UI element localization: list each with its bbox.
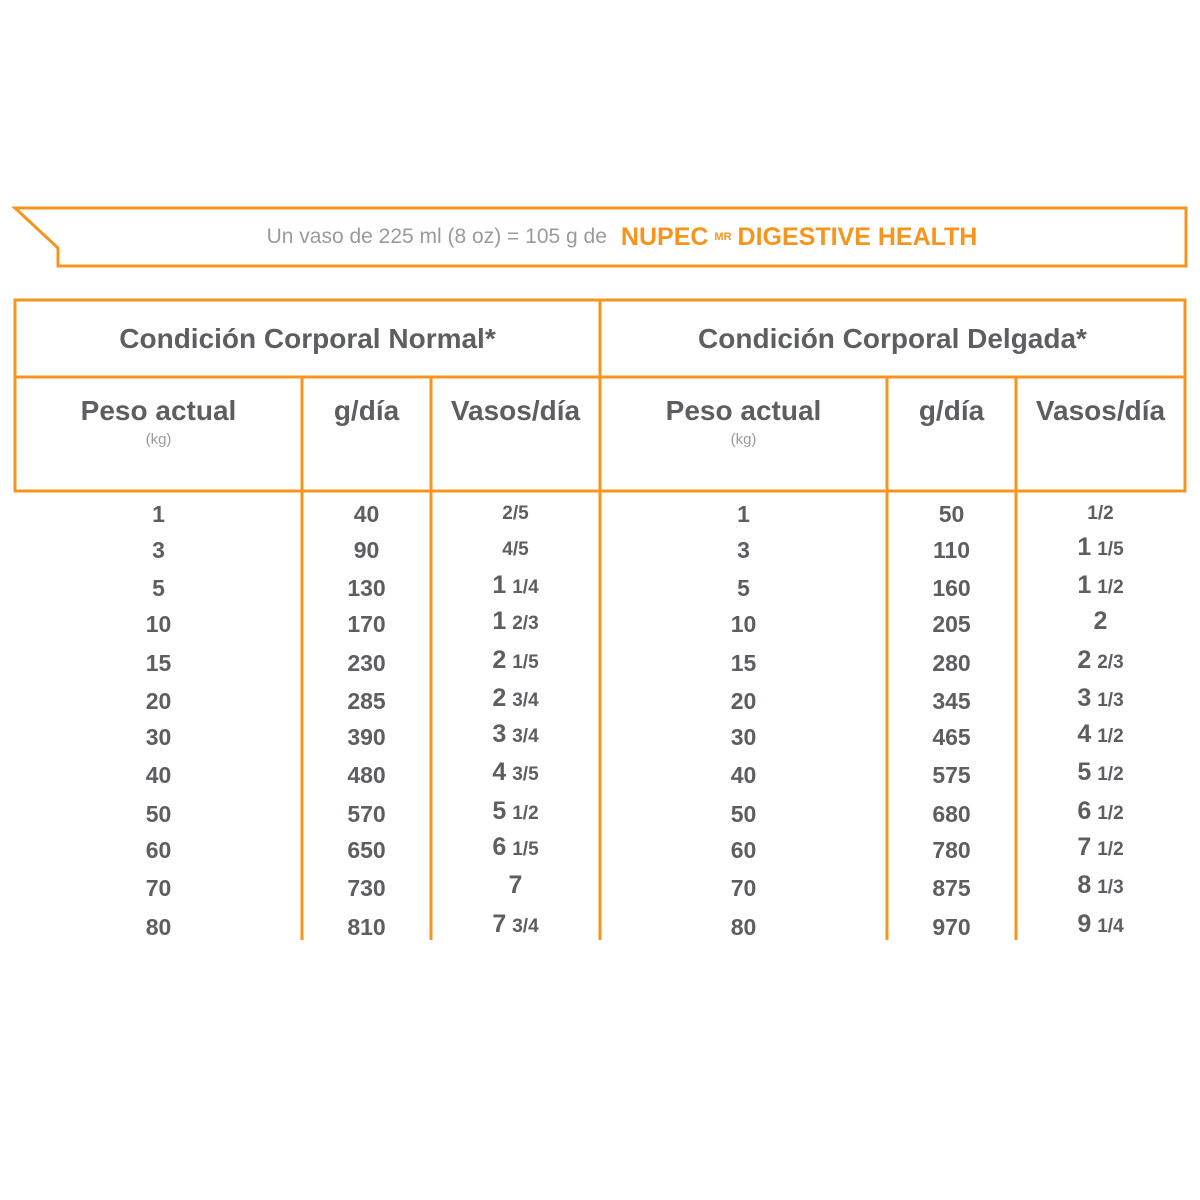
cups-whole: 2 — [492, 684, 507, 712]
cups-fraction: 1/5 — [512, 839, 539, 860]
header-grams: g/día — [918, 395, 985, 426]
cell-cups — [431, 754, 600, 790]
cell-cups — [431, 829, 600, 865]
header-weight-label: Peso actual — [665, 395, 822, 426]
cell-cups — [431, 642, 600, 678]
cups-fraction: 1/2 — [1097, 803, 1124, 824]
cups-fraction: 3/5 — [512, 764, 539, 785]
cell-grams: 345 — [932, 688, 971, 714]
cups-fraction: 1/2 — [1097, 764, 1124, 785]
cups-whole: 2 — [492, 646, 507, 674]
cups-fraction: 4/5 — [502, 539, 529, 560]
header-weight-unit: (kg) — [145, 431, 172, 448]
cups-whole: 5 — [1077, 758, 1092, 786]
cell-weight: 40 — [730, 762, 757, 788]
cell-grams: 130 — [347, 575, 386, 601]
cell-weight: 20 — [730, 688, 757, 714]
cell-grams: 90 — [353, 537, 380, 563]
cell-cups — [1016, 716, 1185, 752]
cups-fraction: 1/5 — [512, 652, 539, 673]
serving-text: Un vaso de 225 ml (8 oz) = 105 g de — [266, 225, 607, 248]
cell-weight: 15 — [145, 650, 172, 676]
cups-fraction: 1/2 — [1097, 577, 1124, 598]
cell-weight: 3 — [152, 537, 165, 563]
cell-weight: 5 — [737, 575, 750, 601]
cell-grams: 40 — [353, 501, 380, 527]
cups-whole: 5 — [492, 797, 507, 825]
cell-weight: 70 — [730, 875, 757, 901]
header-cups: Vasos/día — [1035, 395, 1166, 426]
header-weight-unit: (kg) — [730, 431, 757, 448]
brand-mark: MR — [714, 231, 732, 243]
cell-weight: 30 — [145, 724, 172, 750]
cell-grams: 160 — [932, 575, 971, 601]
table-title: Condición Corporal Delgada* — [698, 322, 1087, 354]
cell-cups — [431, 867, 600, 903]
cell-grams: 730 — [347, 875, 386, 901]
cell-cups — [431, 716, 600, 752]
brand-name: NUPEC — [620, 222, 709, 251]
cell-weight: 10 — [145, 611, 172, 637]
cell-weight: 50 — [730, 801, 757, 827]
cell-cups — [1016, 603, 1185, 639]
cups-fraction: 3/4 — [512, 916, 539, 937]
cell-weight: 80 — [730, 914, 757, 940]
cell-grams: 205 — [932, 611, 971, 637]
cups-fraction: 1/5 — [1097, 539, 1124, 560]
cell-weight: 70 — [145, 875, 172, 901]
cups-whole: 7 — [1077, 833, 1092, 861]
cups-whole: 1 — [1077, 533, 1092, 561]
cell-cups — [431, 567, 600, 603]
cell-grams: 875 — [932, 875, 971, 901]
cell-weight: 60 — [730, 837, 757, 863]
cups-fraction: 1/2 — [512, 803, 539, 824]
cell-cups — [431, 906, 600, 942]
header-weight-label: Peso actual — [80, 395, 237, 426]
cups-whole: 1 — [492, 571, 507, 599]
header-weight — [15, 395, 302, 448]
cups-fraction: 1/2 — [1097, 726, 1124, 747]
cups-whole: 1 — [492, 607, 507, 635]
cell-cups — [1016, 680, 1185, 716]
cell-grams: 680 — [932, 801, 971, 827]
cups-whole: 2 — [1077, 646, 1092, 674]
cups-fraction: 3/4 — [512, 726, 539, 747]
cell-grams: 170 — [347, 611, 386, 637]
cups-whole: 2 — [1093, 607, 1108, 635]
cell-weight: 60 — [145, 837, 172, 863]
cups-fraction: 1/4 — [512, 577, 539, 598]
cell-grams: 230 — [347, 650, 386, 676]
cups-whole: 4 — [492, 758, 507, 786]
cell-cups — [1016, 867, 1185, 903]
cell-grams: 810 — [347, 914, 386, 940]
table-title: Condición Corporal Normal* — [119, 322, 496, 354]
cups-fraction: 1/2 — [1097, 839, 1124, 860]
serving-banner — [58, 220, 1186, 254]
cell-grams: 285 — [347, 688, 386, 714]
cell-weight: 15 — [730, 650, 757, 676]
cups-whole: 8 — [1077, 871, 1092, 899]
cell-weight: 40 — [145, 762, 172, 788]
cell-grams: 280 — [932, 650, 971, 676]
cell-cups — [1016, 829, 1185, 865]
cups-whole: 6 — [1077, 797, 1092, 825]
cell-weight: 3 — [737, 537, 750, 563]
cups-fraction: 3/4 — [512, 690, 539, 711]
cell-cups — [1016, 906, 1185, 942]
cups-whole: 6 — [492, 833, 507, 861]
cell-weight: 80 — [145, 914, 172, 940]
cell-weight: 10 — [730, 611, 757, 637]
cell-weight: 1 — [152, 501, 165, 527]
cell-cups — [1016, 529, 1185, 565]
cups-whole: 9 — [1077, 910, 1092, 938]
cell-weight: 30 — [730, 724, 757, 750]
cell-grams: 465 — [932, 724, 971, 750]
cups-whole: 3 — [492, 720, 507, 748]
cups-fraction: 2/3 — [512, 613, 539, 634]
cell-grams: 50 — [938, 501, 965, 527]
cell-weight: 20 — [145, 688, 172, 714]
cell-cups — [1016, 642, 1185, 678]
cell-grams: 390 — [347, 724, 386, 750]
cell-cups — [431, 680, 600, 716]
cups-whole: 1 — [1077, 571, 1092, 599]
cups-fraction: 1/2 — [1087, 503, 1114, 524]
cell-weight: 50 — [145, 801, 172, 827]
cell-grams: 780 — [932, 837, 971, 863]
cell-grams: 570 — [347, 801, 386, 827]
cell-cups — [431, 793, 600, 829]
cell-cups — [1016, 754, 1185, 790]
cell-grams: 650 — [347, 837, 386, 863]
cups-fraction: 1/3 — [1097, 877, 1124, 898]
header-cups: Vasos/día — [450, 395, 581, 426]
header-grams: g/día — [333, 395, 400, 426]
header-weight — [600, 395, 887, 448]
cell-cups — [431, 603, 600, 639]
cups-fraction: 2/3 — [1097, 652, 1124, 673]
cell-cups — [431, 493, 600, 529]
cups-whole: 7 — [492, 910, 507, 938]
cups-fraction: 2/5 — [502, 503, 529, 524]
cups-fraction: 1/4 — [1097, 916, 1124, 937]
cell-cups — [431, 529, 600, 565]
cell-grams: 110 — [932, 537, 971, 563]
cell-grams: 480 — [347, 762, 386, 788]
cups-fraction: 1/3 — [1097, 690, 1124, 711]
cell-cups — [1016, 493, 1185, 529]
product-name: DIGESTIVE HEALTH — [737, 222, 978, 251]
cell-cups — [1016, 567, 1185, 603]
cell-grams: 575 — [932, 762, 971, 788]
cups-whole: 7 — [508, 871, 523, 899]
cups-whole: 3 — [1077, 684, 1092, 712]
cell-weight: 5 — [152, 575, 165, 601]
cell-grams: 970 — [932, 914, 971, 940]
cups-whole: 4 — [1077, 720, 1092, 748]
cell-cups — [1016, 793, 1185, 829]
cell-weight: 1 — [737, 501, 750, 527]
